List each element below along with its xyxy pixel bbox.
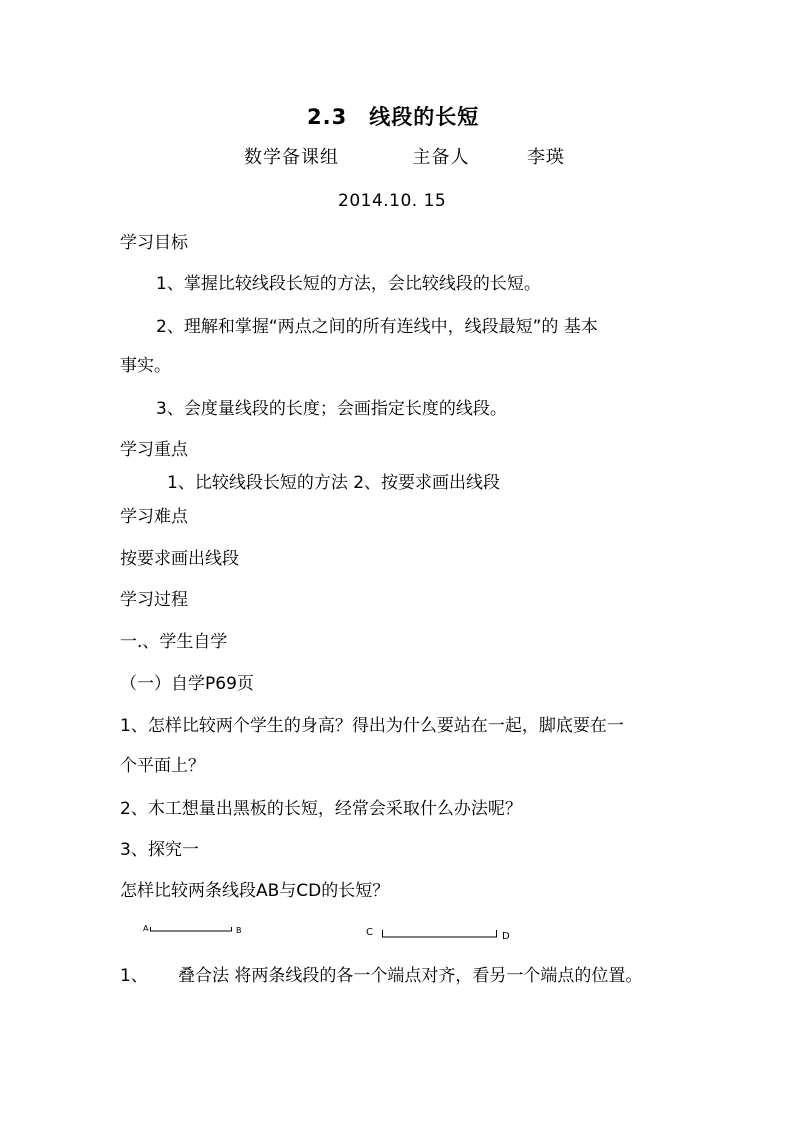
question-2: 2、木工想量出黑板的长短，经常会采取什么办法呢？ — [120, 799, 522, 819]
objectives-heading: 学习目标 — [120, 233, 188, 253]
difficulties-heading: 学习难点 — [120, 507, 188, 527]
objective-item-2: 2、理解和掌握“两点之间的所有连线中，线段最短”的 基本 — [156, 317, 598, 337]
question-1: 1、怎样比较两个学生的身高？得出为什么要站在一起，脚底要在一 — [120, 716, 624, 736]
author-line — [244, 147, 565, 169]
key-points-text: 1、比较线段长短的方法 2、按要求画出线段 — [167, 473, 501, 493]
difficulties-text: 按要求画出线段 — [120, 549, 239, 569]
objective-item-2-cont: 事实。 — [120, 356, 171, 376]
objective-item-1: 1、掌握比较线段长短的方法，会比较线段的长短。 — [156, 274, 541, 294]
question-3: 3、探究一 — [120, 840, 199, 860]
subsection-p69: （一）自学P69页 — [120, 674, 254, 694]
section-self-study: 一.、学生自学 — [120, 632, 228, 652]
author-name: 李瑛 — [526, 147, 565, 168]
segment-ab — [150, 926, 234, 936]
key-points-heading: 学习重点 — [120, 440, 188, 460]
method-1-text: 叠合法 将两条线段的各一个端点对齐，看另一个端点的位置。 — [178, 966, 643, 986]
author-role: 主备人 — [412, 147, 470, 168]
objective-item-3: 3、会度量线段的长度；会画指定长度的线段。 — [156, 399, 507, 419]
page-title: 2.3 线段的长短 — [307, 105, 480, 129]
point-b-label: B — [236, 926, 242, 935]
question-1-cont: 个平面上？ — [120, 756, 205, 776]
point-a-label: A — [143, 924, 149, 933]
process-heading: 学习过程 — [120, 590, 188, 610]
method-1-number: 1、 — [120, 966, 148, 986]
segment-cd — [382, 928, 500, 940]
point-c-label: C — [366, 927, 373, 938]
prep-group: 数学备课组 — [244, 147, 339, 168]
question-3-text: 怎样比较两条线段AB与CD的长短？ — [120, 881, 390, 901]
document-date: 2014.10. 15 — [338, 191, 447, 211]
point-d-label: D — [502, 931, 510, 942]
